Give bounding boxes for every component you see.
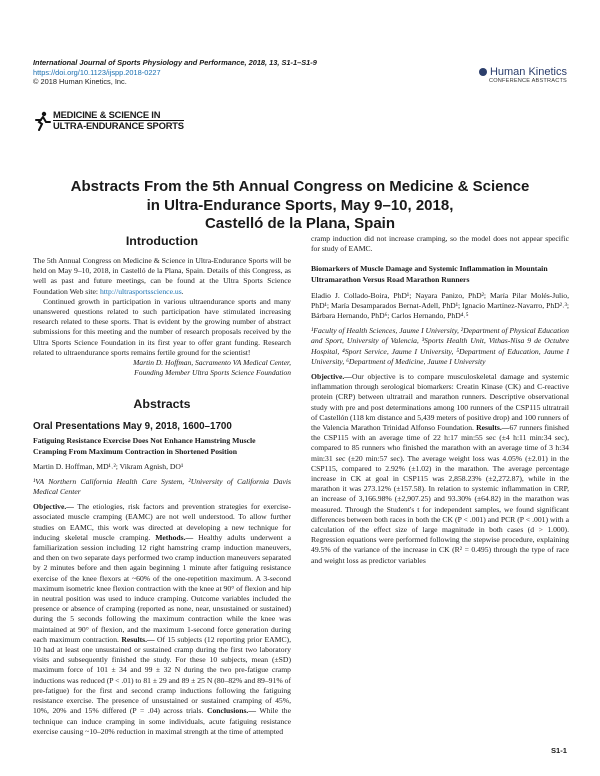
journal-citation: International Journal of Sports Physiology and Performance, 2018, 13, S1-1–S1-9 (33, 58, 317, 67)
abstract-1-authors: Martin D. Hoffman, MD¹˒²; Vikram Agnish, DO¹ (33, 461, 184, 471)
logo-line1: MEDICINE & SCIENCE IN (53, 109, 161, 120)
page-title: Abstracts From the 5th Annual Congress on Medicine & Science in Ultra-Endurance Sports, May 9–10, 2018, Castelló de la Plana, Spain (70, 178, 530, 233)
publisher-name: Human Kinetics (479, 66, 567, 78)
section-label: CONFERENCE ABSTRACTS (489, 78, 567, 84)
intro-signature: Martin D. Hoffman, Sacramento VA Medical Center, Founding Member Ultra Sports Science Foundation (133, 358, 291, 378)
abstract-1-body: Objective.— The etiologies, risk factors and prevention strategies for exercise-associated muscle cramping (EAMC) are not well understood. To allow further studies on EAMC, this work was directed at developing a new technique for inducing skeletal muscle cramping. Methods.— Healthy adults underwent a familiarization session including 12 right hamstring cramp induction maneuvers, and then on two separate days performed two cramp induction maneuvers separated by 2 minutes before and then again beginning 1 minute after fatiguing resistance exercise of the knee flexors at ~60% of the one-repetition maximum. A 3-second maximum isometric knee flexion contraction with the knee at 90° of flexion and hip in neutral position was used to induce cramping. Outcome variables included the presence or absence of cramping (reported as none, near, unsustained or sustained) during the 5 seconds following the maximum contraction while the knee was maintained at 90° of flexion, and the maximum 1-second force generation during each maximum contraction. Results.— Of 15 subjects (12 reporting prior EAMC), 10 had at least one unsustained or sustained cramp during the first two laboratory visits and subsequently finished the study. For these 10 subjects, mean (±SD) maximum force of 101 ± 34 and 99 ± 32 N during the two pre-fatigue cramp inductions was reduced (P < .01) to 81 ± 29 and 89 ± 25 N (80–82% and 89–91% of pre-fatigue) for the first and second cramp inductions following the fatiguing resistance exercise. The presence of unsustained or sustained cramping of 45%, 10%, 20% and 15% differed (P = .04) across trials. Conclusions.— While the technique can induce cramping in some individuals, acute fatiguing resistance exercise causing ~10–20% reduction in maximal strength at the time of attempted (33, 502, 291, 736)
abstract-2-title: Biomarkers of Muscle Damage and Systemic Inflammation in Mountain Ultramarathon Versus Road Marathon Runners (311, 264, 548, 284)
runner-icon (33, 111, 51, 131)
journal-header (33, 58, 317, 87)
intro-heading: Introduction (125, 234, 199, 248)
intro-paragraph-1: The 5th Annual Congress on Medicine & Science in Ultra-Endurance Sports will be held on May 9–10, 2018, in Castelló de la Plana, Spain. Details of this Congress, as well as past and future meetings, can be found at the Ultra Sports Science Foundation Web site: http://ultrasportsscience.us. (33, 256, 291, 296)
copyright: © 2018 Human Kinetics, Inc. (33, 77, 127, 87)
session-heading: Oral Presentations May 9, 2018, 1600–1700 (33, 421, 232, 433)
abstract-1-body-continued: cramp induction did not increase cramping, so the model does not appear specific for study of EAMC. (311, 234, 569, 254)
abstract-2-authors: Eladio J. Collado-Boira, PhD¹; Nayara Panizo, PhD²; María Pilar Molés-Julio, PhD¹; María Desamparados Bernat-Adell, PhD¹; Ignacio Martínez-Navarro, PhD²˒³; Bárbara Hernando, PhD⁶; Carlos Hernando, PhD⁴˒⁵ (311, 290, 569, 320)
abstract-2-affiliations: ¹Faculty of Health Sciences, Jaume I University, ²Department of Physical Education and Sport, University of Valencia, ³Sports Health Unit, Vithas-Nisa 9 de Octubre Hospital, ⁴Sport Service, Jaume I University, ⁵Department of Education, Jaume I University, ⁶Department of Medicine, Jaume I University (311, 326, 569, 366)
abstracts-heading: Abstracts (133, 397, 191, 412)
right-column (311, 234, 569, 566)
abstract-1-title: Fatiguing Resistance Exercise Does Not Enhance Hamstring Muscle Cramping From Maximum Contraction in Shortened Position (33, 436, 256, 456)
left-column (33, 234, 291, 737)
abstract-1-affiliations: ¹VA Northern California Health Care System, ²University of California Davis Medical Center (33, 476, 291, 497)
foundation-link[interactable]: http://ultrasportsscience.us (99, 286, 182, 296)
logo-line2: ULTRA-ENDURANCE SPORTS (53, 120, 184, 131)
abstract-2-body: Objective.—Our objective is to compare musculoskeletal damage and systemic inflammation through serological biomarkers: Creatin Kinase (CK) and C-reactive protein (CRP) between ultratrail and marathon runners. Descriptive observational study with pre and post determinations among 100 runners of the CSP115 ultratrail of Castellón (118 km distance and 5,439 meters of positive drop) and 100 runners of the Valencia Marathon Trinidad Alfonso Foundation. Results.—67 runners finished the CSP115 with an average time of 22 h:17 min:55 sec (±4 h:11 min:34 sec), compared to 85 runners who finished the marathon with an average time of 3 h:34 min:31 sec (±20 min:57 sec). The average weight loss was 4.05% (±2.01) in the CSP115, compared to 2.92% (±1.02) in the marathon. The average percentage increase in CK at goal in CSP115 was 2,858.23% (±2,272.87), while in the marathon it was 273.12% (±157.58). In relation to systemic inflammation in CRP, an increase of 3,166.98% (±2,907.25) and 93.30% (±64.82) in the marathon was measured. Through the Student's t for independent samples, we found significant differences between both races in both the CK (P < .001) and PCR (P < .001) with a calculation of the effect size of large magnitude in both cases (d > 1.000). Regression equations were performed following the stepwise procedure, explaining 49.5% of the variance of the increase in CK (R² = 0.495) through the type of race and weight loss as predictor variables (311, 372, 569, 565)
doi-link[interactable]: https://doi.org/10.1123/ijspp.2018-0227 (33, 67, 161, 77)
publisher-block (479, 66, 567, 84)
intro-paragraph-2: Continued growth in participation in various ultraendurance sports and many unanswered questions related to such participation have stimulated increasing research related to these sports. That is evident by the growing number of abstract submissions for this meeting and the number of research proposals received by the Ultra Sports Science Foundation in its first year to offer grant funding. Research related to ultraendurance sports remains fertile ground for the scientist! (33, 296, 291, 357)
publisher-logo-icon (479, 68, 487, 76)
page-number: S1-1 (550, 746, 567, 755)
conference-logo (33, 110, 184, 131)
